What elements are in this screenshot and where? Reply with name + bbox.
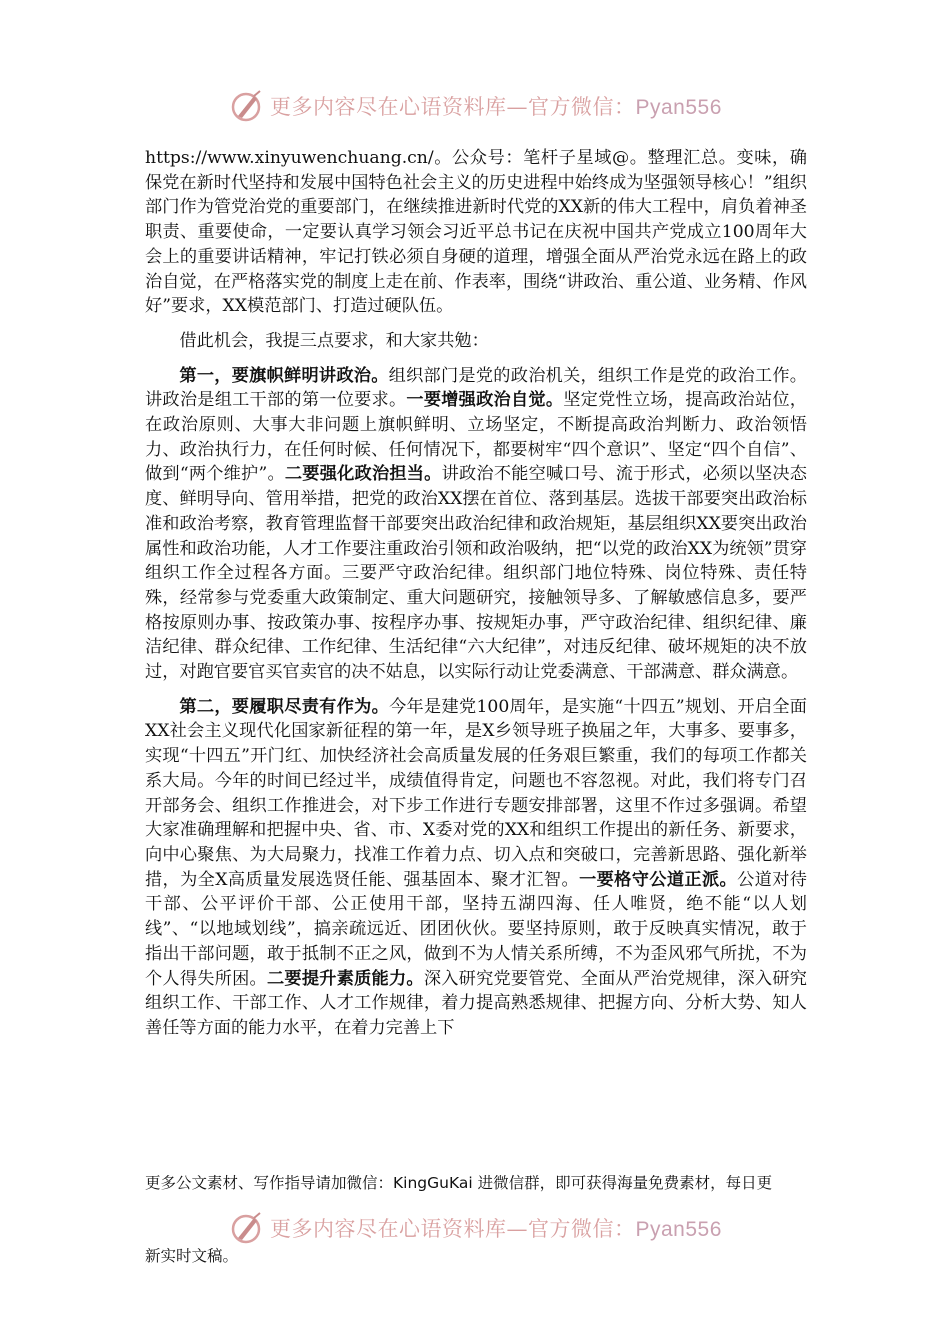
banner-wechat-id: Pyan556 <box>635 96 722 119</box>
bold-heading-run: 第一，要旗帜鲜明讲政治。 <box>179 365 389 386</box>
paragraph <box>145 695 807 1041</box>
banner-text: 更多内容尽在心语资料库—官方微信：Pyan556 <box>270 95 722 119</box>
document-body <box>145 146 807 1051</box>
text-run: 讲政治不能空喊口号、流于形式，必须以坚决态度、鲜明导向、管用举措，把党的政治XX摆在首位、落到基层。选拔干部要突出政治标准和政治考察，教育管理监督干部要突出政治纪律和政治规矩，基层组织XX要突出政治属性和政治功能，人才工作要注重政治引领和政治吸纳，把“以党的政治XX为统领”贯穿组织工作全过程各方面。三要严守政治纪律。组织部门地位特殊、岗位特殊、责任特殊，经常参与党委重大政策制定、重大问题研究，接触领导多、了解敏感信息多，要严格按原则办事、按政策办事、按程序办事、按规矩办事，严守政治纪律、组织纪律、廉洁纪律、群众纪律、工作纪律、生活纪律“六大纪律”，对违反纪律、破坏规矩的决不放过，对跑官要官买官卖官的决不姑息，以实际行动让党委满意、干部满意、群众满意。 <box>145 464 807 683</box>
bold-heading-run: 二要强化政治担当。 <box>284 464 442 485</box>
banner-wechat-id: Pyan556 <box>635 1218 722 1241</box>
bold-heading-run: 第二，要履职尽责有作为。 <box>179 696 390 717</box>
footer-note: 更多公文素材、写作指导请加微信：KingGuKai 进微信群，即可获得海量免费素材，每日更 <box>145 1174 773 1192</box>
text-run: 坚定党性立场，提高政治站位，在政治原则、大事大非问题上旗帜鲜明、立场坚定，不断提高政治判断力、政治领悟力、政治执行力，在任何时候、任何情况下，都要树牢“四个意识”、坚定“四个自信”、做到“两个维护”。 <box>145 390 807 485</box>
bold-heading-run: 二要提升素质能力。 <box>266 968 424 989</box>
bold-heading-run: 一要格守公道正派。 <box>579 869 738 890</box>
paragraph <box>145 329 807 354</box>
quill-logo-icon <box>228 1210 264 1246</box>
text-run: 深入研究党要管党、全面从严治党规律，深入研究组织工作、干部工作、人才工作规律，着力提高熟悉规律、把握方向、分析大势、知人善任等方面的能力水平，在着力完善上下 <box>145 968 807 1038</box>
header-banner <box>228 86 748 126</box>
banner-text: 更多内容尽在心语资料库—官方微信：Pyan556 <box>270 1217 722 1241</box>
bold-heading-run: 一要增强政治自觉。 <box>406 390 564 411</box>
paragraph <box>145 146 807 319</box>
footer-note-continuation: 新实时文稿。 <box>145 1247 239 1265</box>
text-run: 今年是建党100周年，是实施“十四五”规划、开启全面XX社会主义现代化国家新征程的第一年，是X乡领导班子换届之年，大事多、要事多，实现“十四五”开门红、加快经济社会高质量发展的任务艰巨繁重，我们的每项工作都关系大局。今年的时间已经过半，成绩值得肯定，问题也不容忽视。对此，我们将专门召开部务会、组织工作推进会，对下步工作进行专题安排部署，这里不作过多强调。希望大家准确理解和把握中央、省、市、X委对党的XX和组织工作提出的新任务、新要求，向中心聚焦、为大局聚力，找准工作着力点、切入点和突破口，完善新思路、强化新举措，为全X高质量发展选贤任能、强基固本、聚才汇智。 <box>145 696 807 890</box>
text-run: 借此机会，我提三点要求，和大家共勉： <box>179 330 489 351</box>
paragraph <box>145 364 807 685</box>
text-run: 组织部门是党的政治机关，组织工作是党的政治工作。讲政治是组工干部的第一位要求。 <box>145 365 807 411</box>
text-run: https://www.xinyuwenchuang.cn/。公众号：笔杆子星域@。整理汇总。变味，确保党在新时代坚持和发展中国特色社会主义的历史进程中始终成为坚强领导核心！”组织部门作为管党治党的重要部门，在继续推进新时代党的XX新的伟大工程中，肩负着神圣职责、重要使命，一定要认真学习领会习近平总书记在庆祝中国共产党成立100周年大会上的重要讲话精神，牢记打铁必须自身硬的道理，增强全面从严治党永远在路上的政治自觉，在严格落实党的制度上走在前、作表率，围绕“讲政治、重公道、业务精、作风好”要求，XX模范部门、打造过硬队伍。 <box>145 148 807 317</box>
quill-logo-icon <box>228 88 264 124</box>
footer-banner <box>228 1208 748 1248</box>
text-run: 公道对待干部、公平评价干部、公正使用干部，坚持五湖四海、任人唯贤，绝不能“以人划线”、“以地域划线”，搞亲疏远近、团团伙伙。要坚持原则，敢于反映真实情况，敢于指出干部问题，敢于抵制不正之风，做到不为人情关系所缚，不为歪风邪气所扰，不为个人得失所困。 <box>145 869 807 989</box>
